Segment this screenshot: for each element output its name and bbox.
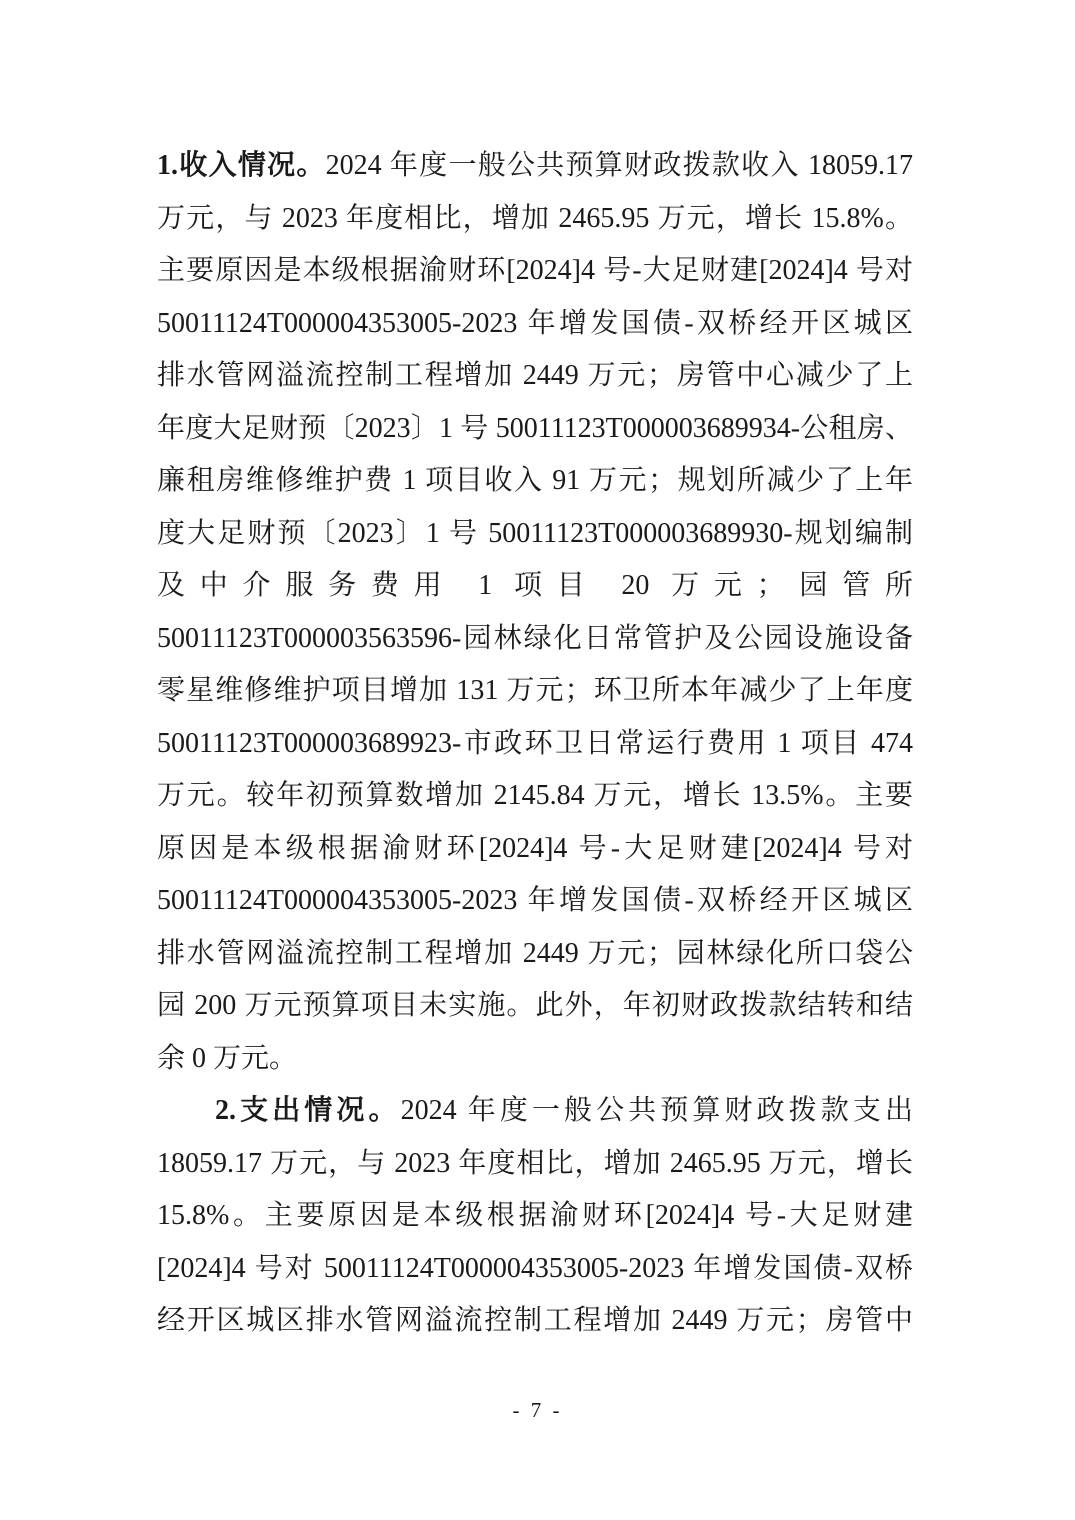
text-line: 主要原因是本级根据渝财环[2024]4 号-大足财建[2024]4 号对 [157, 255, 913, 286]
text-line: 50011124T000004353005-2023 年增发国债-双桥经开区城区 [157, 307, 913, 339]
page-number: - 7 - [512, 1398, 563, 1422]
text-line: 及中介服务费用 1 项目 20 万元；园管所 [157, 570, 913, 601]
text-line: 排水管网溢流控制工程增加 2449 万元；园林绿化所口袋公 [157, 937, 913, 969]
text-line: 50011124T000004353005-2023 年增发国债-双桥经开区城区 [157, 885, 913, 916]
text-line: 万元，与 2023 年度相比，增加 2465.95 万元，增长 15.8%。 [157, 202, 913, 234]
text-line: 廉租房维修维护费 1 项目收入 91 万元；规划所减少了上年 [157, 465, 913, 496]
text-line: 50011123T000003563596-园林绿化日常管护及公园设施设备 [157, 622, 913, 654]
text-line: 原因是本级根据渝财环[2024]4 号-大足财建[2024]4 号对 [157, 832, 913, 864]
text-line: 度大足财预〔2023〕1 号 50011123T000003689930-规划编制 [157, 517, 913, 549]
text-line: 经开区城区排水管网溢流控制工程增加 2449 万元；房管中 [157, 1305, 913, 1336]
text-line: 园 200 万元预算项目未实施。此外，年初财政拨款结转和结 [157, 990, 913, 1021]
text-line: 2.支出情况。2024 年度一般公共预算财政拨款支出 [215, 1095, 913, 1126]
text-line: 万元。较年初预算数增加 2145.84 万元，增长 13.5%。主要 [157, 780, 913, 811]
text-line: 18059.17 万元，与 2023 年度相比，增加 2465.95 万元，增长 [157, 1147, 913, 1179]
text-line: 50011123T000003689923-市政环卫日常运行费用 1 项目 474 [157, 727, 913, 759]
text-line: 15.8%。主要原因是本级根据渝财环[2024]4 号-大足财建 [157, 1200, 913, 1231]
bold-heading-run: 1.收入情况。 [157, 150, 326, 181]
text-line: 年度大足财预〔2023〕1 号 50011123T000003689934-公租房、 [157, 412, 913, 444]
document-body [157, 140, 913, 1348]
expenditure-paragraph [157, 1085, 913, 1348]
text-line: 排水管网溢流控制工程增加 2449 万元；房管中心减少了上 [157, 360, 913, 391]
text-line: 余 0 万元。 [157, 1042, 298, 1074]
bold-heading-run: 2.支出情况。 [215, 1095, 401, 1126]
income-paragraph [157, 140, 913, 1085]
text-line: 1.收入情况。2024 年度一般公共预算财政拨款收入 18059.17 [157, 150, 913, 181]
text-line: 零星维修维护项目增加 131 万元；环卫所本年减少了上年度 [157, 675, 913, 706]
text-line: [2024]4 号对 50011124T000004353005-2023 年增发国债-双桥 [157, 1252, 913, 1284]
